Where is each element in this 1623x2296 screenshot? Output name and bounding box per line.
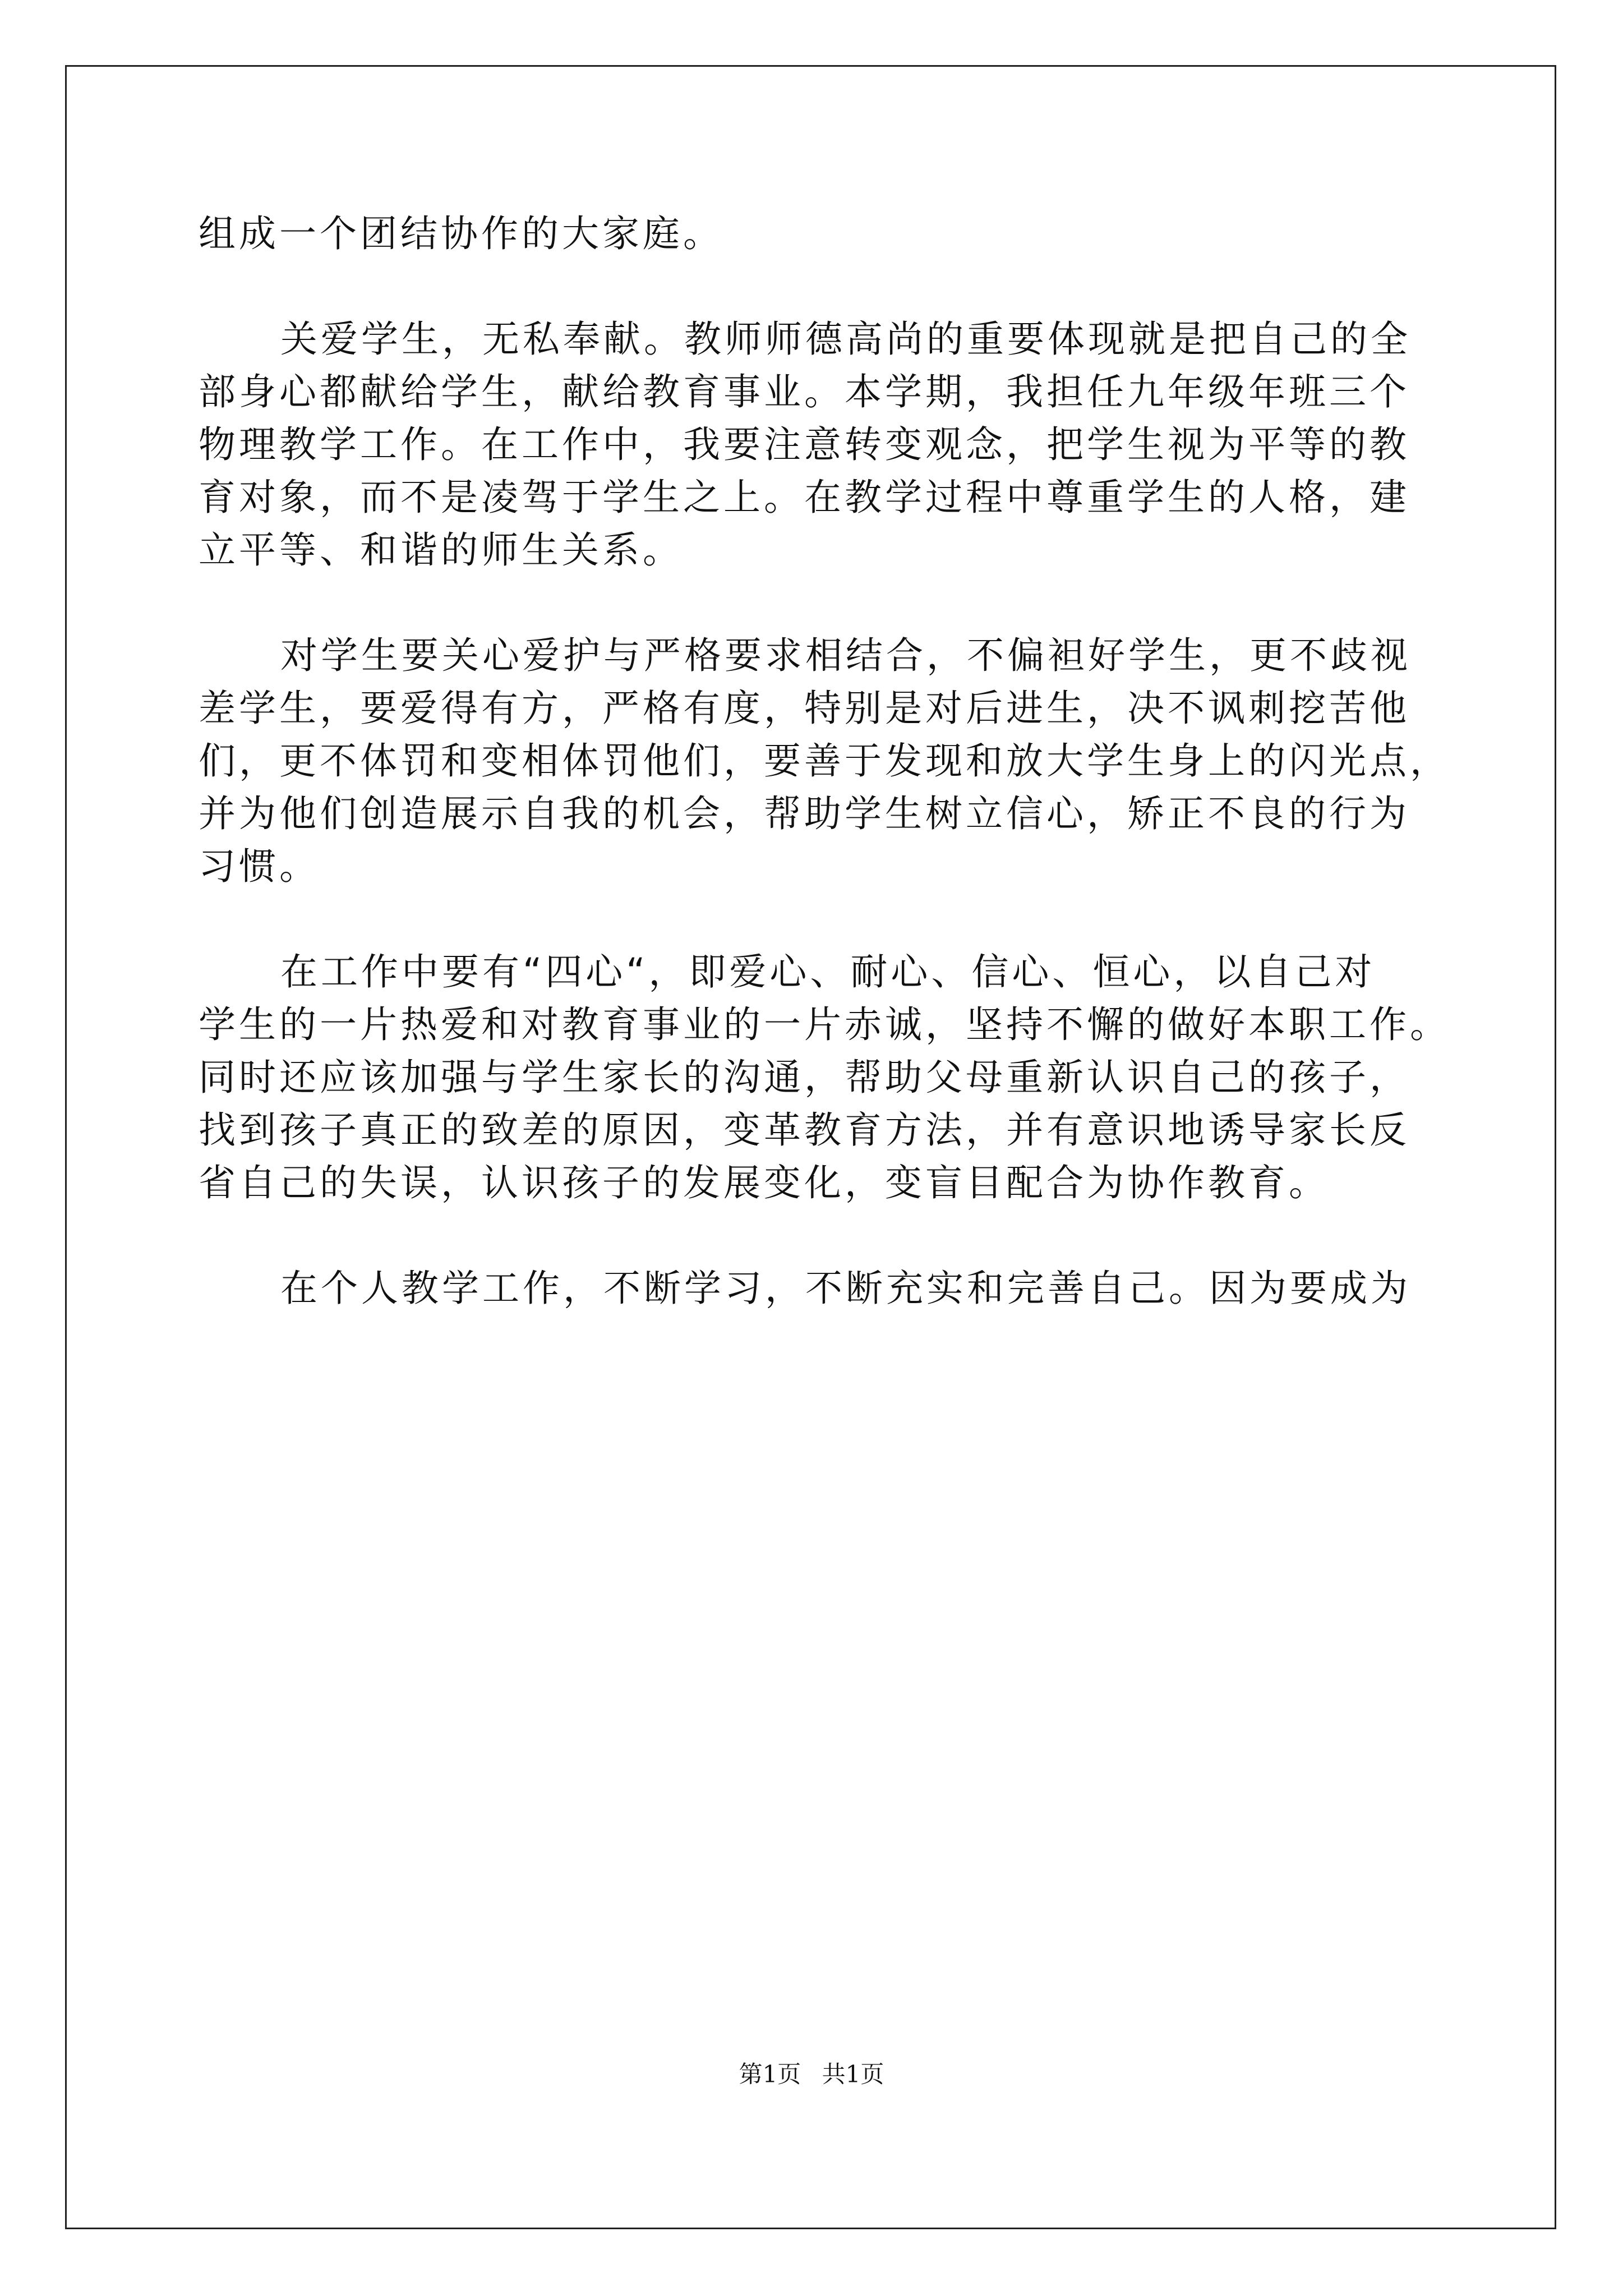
paragraph bbox=[199, 313, 1432, 577]
paragraph bbox=[199, 208, 1432, 260]
text-line: 找到孩子真正的致差的原因，变革教育方法，并有意识地诱导家长反 bbox=[199, 1108, 1410, 1152]
text-line: 在工作中要有“四心“，即爱心、耐心、信心、恒心，以自己对 bbox=[280, 950, 1376, 993]
text-line: 育对象，而不是凌驾于学生之上。在教学过程中尊重学生的人格，建 bbox=[199, 476, 1410, 519]
text-line: 立平等、和谐的师生关系。 bbox=[199, 528, 683, 572]
text-line: 物理教学工作。在工作中，我要注意转变观念，把学生视为平等的教 bbox=[199, 423, 1410, 466]
text-line: 关爱学生，无私奉献。教师师德高尚的重要体现就是把自己的全 bbox=[280, 318, 1411, 361]
text-line: 学生的一片热爱和对教育事业的一片赤诚，坚持不懈的做好本职工作。 bbox=[199, 1003, 1450, 1046]
paragraph bbox=[199, 1262, 1432, 1315]
text-line: 省自己的失误，认识孩子的发展变化，变盲目配合为协作教育。 bbox=[199, 1161, 1329, 1204]
page-footer bbox=[0, 2056, 1623, 2090]
text-line: 部身心都献给学生，献给教育事业。本学期，我担任九年级年班三个 bbox=[199, 370, 1410, 413]
page-number-total: 共1页 bbox=[822, 2060, 884, 2088]
text-line: 对学生要关心爱护与严格要求相结合，不偏袒好学生，更不歧视 bbox=[280, 634, 1411, 677]
page-number-current: 第1页 bbox=[739, 2060, 801, 2088]
paragraph bbox=[199, 946, 1450, 1209]
text-line: 差学生，要爱得有方，严格有度，特别是对后进生，决不讽刺挖苦他 bbox=[199, 687, 1410, 730]
text-line: 习惯。 bbox=[199, 845, 320, 888]
document-body bbox=[199, 208, 1450, 1368]
text-line: 在个人教学工作，不断学习，不断充实和完善自己。因为要成为 bbox=[280, 1267, 1411, 1310]
text-line: 们，更不体罚和变相体罚他们，要善于发现和放大学生身上的闪光点， bbox=[199, 739, 1450, 783]
text-line: 组成一个团结协作的大家庭。 bbox=[199, 212, 723, 255]
text-line: 同时还应该加强与学生家长的沟通，帮助父母重新认识自己的孩子， bbox=[199, 1056, 1410, 1099]
text-line: 并为他们创造展示自我的机会，帮助学生树立信心，矫正不良的行为 bbox=[199, 792, 1410, 835]
paragraph bbox=[199, 629, 1450, 893]
